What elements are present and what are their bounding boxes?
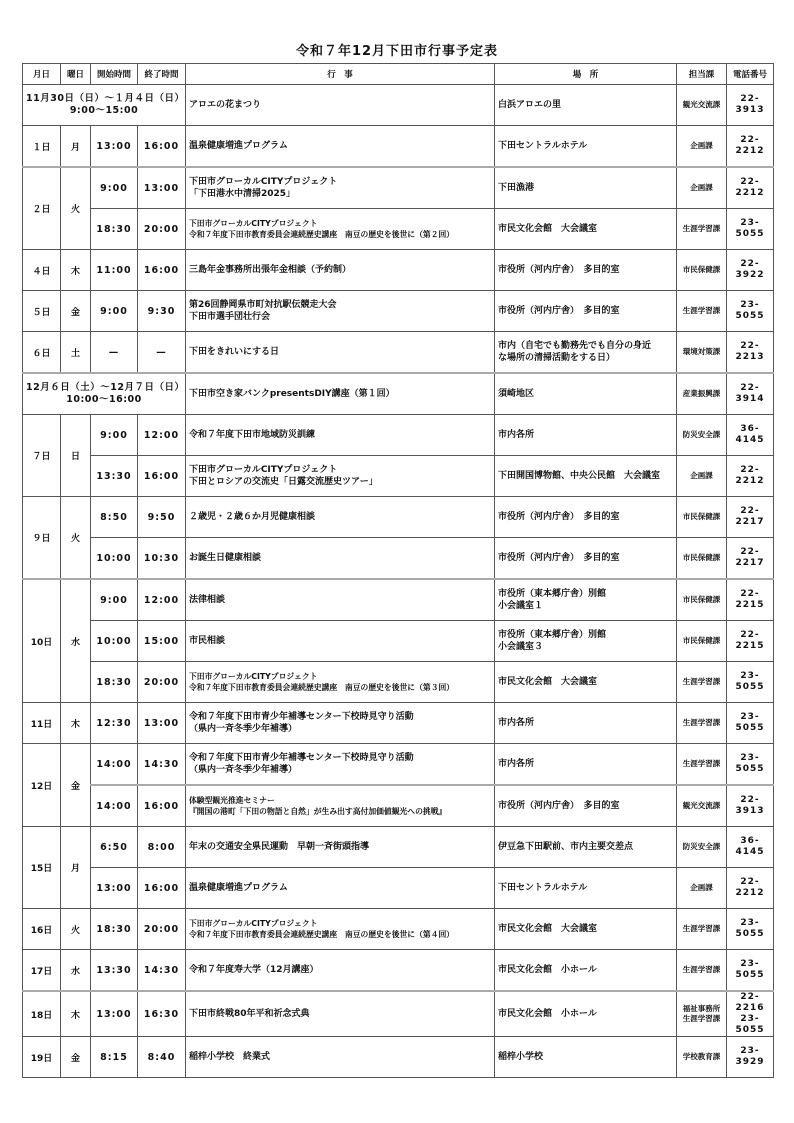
event-cell: 温泉健康増進プログラム (186, 868, 495, 909)
dept-cell: 生涯学習課 (677, 209, 727, 250)
phone-cell: 22-3913 (727, 785, 774, 827)
place-cell: 市役所（河内庁舎） 多目的室 (495, 497, 677, 538)
start-time-cell: 14:00 (91, 744, 138, 786)
event-cell: 下田市グローカルCITYプロジェクト 「下田港水中清掃2025」 (186, 167, 495, 209)
place-cell: 稲梓小学校 (495, 1037, 677, 1078)
phone-cell: 22-2217 (727, 497, 774, 538)
end-time-cell: 16:00 (138, 126, 186, 168)
date-cell: 11日 (23, 703, 61, 744)
weekday-cell: 日 (61, 415, 91, 497)
header-date: 月日 (23, 64, 61, 85)
start-time-cell: 10:00 (91, 538, 138, 580)
start-time-cell: 9:00 (91, 579, 138, 621)
phone-cell: 23-5055 (727, 909, 774, 950)
table-row (23, 538, 774, 580)
weekday-cell: 火 (61, 167, 91, 250)
place-cell: 市民文化会館 大会議室 (495, 662, 677, 703)
phone-cell: 23-5055 (727, 209, 774, 250)
weekday-cell: 火 (61, 497, 91, 580)
weekday-cell: 火 (61, 909, 91, 950)
end-time-cell: 13:00 (138, 167, 186, 209)
dept-cell: 生涯学習課 (677, 291, 727, 332)
end-time-cell: 20:00 (138, 662, 186, 703)
header-dept: 担当課 (677, 64, 727, 85)
dept-cell: 市民保健課 (677, 497, 727, 538)
phone-cell: 23-5055 (727, 291, 774, 332)
start-time-cell: 9:00 (91, 167, 138, 209)
start-time-cell: 10:00 (91, 621, 138, 662)
table-row (23, 415, 774, 456)
schedule-table (22, 63, 774, 1078)
date-cell: ２日 (23, 167, 61, 250)
phone-cell: 22-2215 (727, 579, 774, 621)
place-cell: 市役所（河内庁舎） 多目的室 (495, 291, 677, 332)
date-cell: 19日 (23, 1037, 61, 1078)
weekday-cell: 月 (61, 126, 91, 168)
event-cell: ２歳児・２歳６か月児健康相談 (186, 497, 495, 538)
place-cell: 市内各所 (495, 703, 677, 744)
phone-cell: 23-3929 (727, 1037, 774, 1078)
date-range-cell: 12月６日（土）～12月７日（日） 10:00～16:00 (23, 373, 186, 415)
end-time-cell: 12:00 (138, 579, 186, 621)
phone-cell: 22-2216 23-5055 (727, 991, 774, 1037)
phone-cell: 22-2215 (727, 621, 774, 662)
table-row (23, 332, 774, 374)
end-time-cell: 16:00 (138, 250, 186, 291)
header-event: 行 事 (186, 64, 495, 85)
place-cell: 白浜アロエの里 (495, 85, 677, 126)
dept-cell: 防災安全課 (677, 415, 727, 456)
table-row (23, 209, 774, 250)
table-row (23, 497, 774, 538)
event-cell: 体験型観光推進セミナー 『開国の港町「下田の物語と自然」が生み出す高付加価値観光への挑戦』 (186, 785, 495, 827)
end-time-cell: 9:50 (138, 497, 186, 538)
date-cell: 18日 (23, 991, 61, 1037)
event-cell: 下田市空き家バンクpresentsDIY講座（第１回） (186, 373, 495, 415)
phone-cell: 22-2212 (727, 167, 774, 209)
start-time-cell: 18:30 (91, 909, 138, 950)
header-end: 終了時間 (138, 64, 186, 85)
weekday-cell: 木 (61, 703, 91, 744)
end-time-cell: 8:00 (138, 827, 186, 868)
place-cell: 市役所（河内庁舎） 多目的室 (495, 250, 677, 291)
event-cell: 令和７年度下田市青少年補導センター下校時見守り活動 （県内一斉冬季少年補導） (186, 744, 495, 786)
place-cell: 市内各所 (495, 415, 677, 456)
event-cell: お誕生日健康相談 (186, 538, 495, 580)
phone-cell: 22-2217 (727, 538, 774, 580)
start-time-cell: 8:15 (91, 1037, 138, 1078)
header-place: 場 所 (495, 64, 677, 85)
event-cell: 三島年金事務所出張年金相談（予約制） (186, 250, 495, 291)
table-row (23, 85, 774, 126)
end-time-cell: 16:00 (138, 785, 186, 827)
date-cell: 10日 (23, 579, 61, 703)
date-cell: ７日 (23, 415, 61, 497)
dept-cell: 市民保健課 (677, 250, 727, 291)
event-cell: 下田市グローカルCITYプロジェクト 令和７年度下田市教育委員会連続歴史講座 南豆の歴史を後世に（第４回） (186, 909, 495, 950)
event-cell: 温泉健康増進プログラム (186, 126, 495, 168)
date-cell: ５日 (23, 291, 61, 332)
start-time-cell: — (91, 332, 138, 374)
event-cell: 下田をきれいにする日 (186, 332, 495, 374)
table-row (23, 1037, 774, 1078)
table-row (23, 167, 774, 209)
dept-cell: 防災安全課 (677, 827, 727, 868)
date-range-cell: 11月30日（日）～１月４日（日） 9:00～15:00 (23, 85, 186, 126)
event-cell: アロエの花まつり (186, 85, 495, 126)
place-cell: 市民文化会館 小ホール (495, 950, 677, 992)
phone-cell: 23-5055 (727, 950, 774, 992)
end-time-cell: 14:30 (138, 950, 186, 992)
weekday-cell: 木 (61, 250, 91, 291)
weekday-cell: 水 (61, 579, 91, 703)
end-time-cell: 13:00 (138, 703, 186, 744)
place-cell: 市役所（東本郷庁舎）別館 小会議室１ (495, 579, 677, 621)
weekday-cell: 木 (61, 991, 91, 1037)
weekday-cell: 金 (61, 1037, 91, 1078)
start-time-cell: 9:00 (91, 415, 138, 456)
dept-cell: 生涯学習課 (677, 909, 727, 950)
date-cell: 12日 (23, 744, 61, 827)
event-cell: 令和７年度下田市地域防災訓練 (186, 415, 495, 456)
place-cell: 下田セントラルホテル (495, 126, 677, 168)
table-row (23, 991, 774, 1037)
end-time-cell: 16:00 (138, 456, 186, 497)
phone-cell: 22-2212 (727, 126, 774, 168)
end-time-cell: 20:00 (138, 909, 186, 950)
end-time-cell: 20:00 (138, 209, 186, 250)
header-start: 開始時間 (91, 64, 138, 85)
place-cell: 須崎地区 (495, 373, 677, 415)
place-cell: 市民文化会館 大会議室 (495, 909, 677, 950)
table-row (23, 909, 774, 950)
dept-cell: 企画課 (677, 167, 727, 209)
place-cell: 市役所（東本郷庁舎）別館 小会議室３ (495, 621, 677, 662)
start-time-cell: 13:30 (91, 950, 138, 992)
weekday-cell: 土 (61, 332, 91, 374)
start-time-cell: 11:00 (91, 250, 138, 291)
date-cell: ４日 (23, 250, 61, 291)
dept-cell: 福祉事務所 生涯学習課 (677, 991, 727, 1037)
table-row (23, 126, 774, 168)
phone-cell: 22-2212 (727, 456, 774, 497)
place-cell: 市内（自宅でも勤務先でも自分の身近 な場所の清掃活動をする日） (495, 332, 677, 374)
event-cell: 稲梓小学校 終業式 (186, 1037, 495, 1078)
dept-cell: 産業振興課 (677, 373, 727, 415)
dept-cell: 生涯学習課 (677, 662, 727, 703)
dept-cell: 市民保健課 (677, 579, 727, 621)
end-time-cell: 8:40 (138, 1037, 186, 1078)
start-time-cell: 18:30 (91, 662, 138, 703)
header-phone: 電話番号 (727, 64, 774, 85)
phone-cell: 23-5055 (727, 744, 774, 786)
start-time-cell: 14:00 (91, 785, 138, 827)
table-row (23, 456, 774, 497)
dept-cell: 企画課 (677, 456, 727, 497)
end-time-cell: — (138, 332, 186, 374)
table-row (23, 744, 774, 786)
dept-cell: 学校教育課 (677, 1037, 727, 1078)
end-time-cell: 16:30 (138, 991, 186, 1037)
end-time-cell: 16:00 (138, 868, 186, 909)
date-cell: ９日 (23, 497, 61, 580)
end-time-cell: 15:00 (138, 621, 186, 662)
weekday-cell: 金 (61, 744, 91, 827)
start-time-cell: 8:50 (91, 497, 138, 538)
event-cell: 下田市グローカルCITYプロジェクト 下田とロシアの交流史「日露交流歴史ツアー」 (186, 456, 495, 497)
place-cell: 市役所（河内庁舎） 多目的室 (495, 538, 677, 580)
table-row (23, 827, 774, 868)
place-cell: 下田セントラルホテル (495, 868, 677, 909)
dept-cell: 環境対策課 (677, 332, 727, 374)
place-cell: 市民文化会館 小ホール (495, 991, 677, 1037)
table-row (23, 579, 774, 621)
date-cell: ６日 (23, 332, 61, 374)
event-cell: 令和７年度寿大学（12月講座） (186, 950, 495, 992)
phone-cell: 23-5055 (727, 662, 774, 703)
dept-cell: 生涯学習課 (677, 950, 727, 992)
event-cell: 法律相談 (186, 579, 495, 621)
place-cell: 市内各所 (495, 744, 677, 786)
dept-cell: 生涯学習課 (677, 744, 727, 786)
dept-cell: 市民保健課 (677, 538, 727, 580)
place-cell: 伊豆急下田駅前、市内主要交差点 (495, 827, 677, 868)
phone-cell: 22-3913 (727, 85, 774, 126)
end-time-cell: 9:30 (138, 291, 186, 332)
dept-cell: 市民保健課 (677, 621, 727, 662)
phone-cell: 36-4145 (727, 415, 774, 456)
event-cell: 下田市グローカルCITYプロジェクト 令和７年度下田市教育委員会連続歴史講座 南豆の歴史を後世に（第２回） (186, 209, 495, 250)
place-cell: 下田漁港 (495, 167, 677, 209)
place-cell: 市役所（河内庁舎） 多目的室 (495, 785, 677, 827)
dept-cell: 生涯学習課 (677, 703, 727, 744)
event-cell: 年末の交通安全県民運動 早朝一斉街頭指導 (186, 827, 495, 868)
start-time-cell: 13:00 (91, 868, 138, 909)
weekday-cell: 水 (61, 950, 91, 992)
page-title: 令和７年12月下田市行事予定表 (295, 44, 499, 59)
place-cell: 下田開国博物館、中央公民館 大会議室 (495, 456, 677, 497)
table-row (23, 703, 774, 744)
event-cell: 市民相談 (186, 621, 495, 662)
dept-cell: 観光交流課 (677, 85, 727, 126)
table-row (23, 785, 774, 827)
start-time-cell: 13:00 (91, 991, 138, 1037)
weekday-cell: 月 (61, 827, 91, 909)
phone-cell: 22-2213 (727, 332, 774, 374)
header-weekday: 曜日 (61, 64, 91, 85)
start-time-cell: 13:00 (91, 126, 138, 168)
phone-cell: 22-3914 (727, 373, 774, 415)
end-time-cell: 10:30 (138, 538, 186, 580)
start-time-cell: 13:30 (91, 456, 138, 497)
dept-cell: 企画課 (677, 868, 727, 909)
table-row (23, 662, 774, 703)
table-row (23, 950, 774, 992)
dept-cell: 観光交流課 (677, 785, 727, 827)
table-row (23, 373, 774, 415)
date-cell: 16日 (23, 909, 61, 950)
phone-cell: 36-4145 (727, 827, 774, 868)
weekday-cell: 金 (61, 291, 91, 332)
table-row (23, 291, 774, 332)
date-cell: １日 (23, 126, 61, 168)
table-row (23, 250, 774, 291)
phone-cell: 22-3922 (727, 250, 774, 291)
start-time-cell: 9:00 (91, 291, 138, 332)
table-row (23, 868, 774, 909)
event-cell: 令和７年度下田市青少年補導センター下校時見守り活動 （県内一斉冬季少年補導） (186, 703, 495, 744)
date-cell: 15日 (23, 827, 61, 909)
event-cell: 下田市終戦80年平和祈念式典 (186, 991, 495, 1037)
dept-cell: 企画課 (677, 126, 727, 168)
header-row (23, 64, 774, 85)
event-cell: 第26回静岡県市町対抗駅伝競走大会 下田市選手団壮行会 (186, 291, 495, 332)
start-time-cell: 18:30 (91, 209, 138, 250)
place-cell: 市民文化会館 大会議室 (495, 209, 677, 250)
phone-cell: 23-5055 (727, 703, 774, 744)
phone-cell: 22-2212 (727, 868, 774, 909)
table-row (23, 621, 774, 662)
end-time-cell: 12:00 (138, 415, 186, 456)
end-time-cell: 14:30 (138, 744, 186, 786)
start-time-cell: 12:30 (91, 703, 138, 744)
event-cell: 下田市グローカルCITYプロジェクト 令和７年度下田市教育委員会連続歴史講座 南豆の歴史を後世に（第３回） (186, 662, 495, 703)
date-cell: 17日 (23, 950, 61, 992)
start-time-cell: 6:50 (91, 827, 138, 868)
